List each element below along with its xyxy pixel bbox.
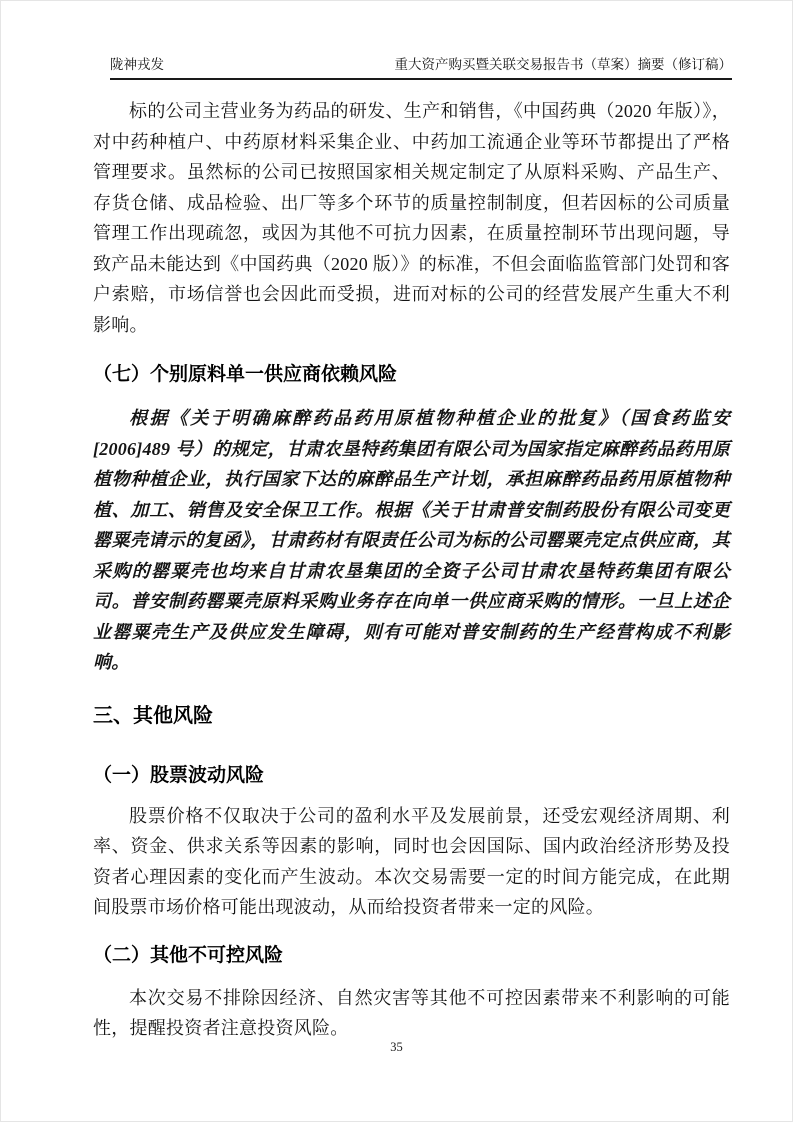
- document-content: [93, 96, 730, 1044]
- heading-stock-volatility-risk: （一）股票波动风险: [93, 764, 265, 786]
- page-footer: [1, 1040, 792, 1055]
- header-report-title: 重大资产购买暨关联交易报告书（草案）摘要（修订稿）: [394, 57, 732, 72]
- paragraph-single-supplier-risk: 根据《关于明确麻醉药品药用原植物种植企业的批复》（国食药监安[2006]489 号）的规定，甘肃农垦特药集团有限公司为国家指定麻醉药品药用原植物种植企业，执行国家下达的麻醉品生产计划，承担麻醉药品药用原植物种植、加工、销售及安全保卫工作。根据《关于甘肃普安制药股份有限公司变更罂粟壳请示的复函》，甘肃药材有限责任公司为标的公司罂粟壳定点供应商，其采购的罂粟壳也均来自甘肃农垦集团的全资子公司甘肃农垦特药集团有限公司。普安制药罂粟壳原料采购业务存在向单一供应商采购的情形。一旦上述企业罂粟壳生产及供应发生障碍，则有可能对普安制药的生产经营构成不利影响。: [93, 408, 730, 672]
- header-company-name: 陇神戎发: [110, 57, 164, 72]
- paragraph-other-uncontrollable-risk: 本次交易不排除因经济、自然灾害等其他不可控因素带来不利影响的可能性，提醒投资者注意投资风险。: [93, 987, 730, 1038]
- heading-section-3-other-risks: 三、其他风险: [93, 704, 213, 727]
- paragraph-stock-volatility-risk: 股票价格不仅取决于公司的盈利水平及发展前景，还受宏观经济周期、利率、资金、供求关系等因素的影响，同时也会因国际、国内政治经济形势及投资者心理因素的变化而产生波动。本次交易需要一定的时间方能完成，在此期间股票市场价格可能出现波动，从而给投资者带来一定的风险。: [93, 805, 730, 917]
- paragraph-quality-control-risk: 标的公司主营业务为药品的研发、生产和销售，《中国药典（2020 年版）》，对中药种植户、中药原材料采集企业、中药加工流通企业等环节都提出了严格管理要求。虽然标的公司已按照国家相关规定制定了从原料采购、产品生产、存货仓储、成品检验、出厂等多个环节的质量控制制度，但若因标的公司质量管理工作出现疏忽，或因为其他不可抗力因素，在质量控制环节出现问题，导致产品未能达到《中国药典（2020 版）》的标准，不但会面临监管部门处罚和客户索赔，市场信誉也会因此而受损，进而对标的公司的经营发展产生重大不利影响。: [93, 101, 730, 335]
- page-number: 35: [390, 1040, 403, 1054]
- heading-section-7-single-supplier-risk: （七）个别原料单一供应商依赖风险: [93, 364, 398, 385]
- heading-other-uncontrollable-risk: （二）其他不可控风险: [93, 944, 284, 966]
- page-header: [110, 1, 732, 80]
